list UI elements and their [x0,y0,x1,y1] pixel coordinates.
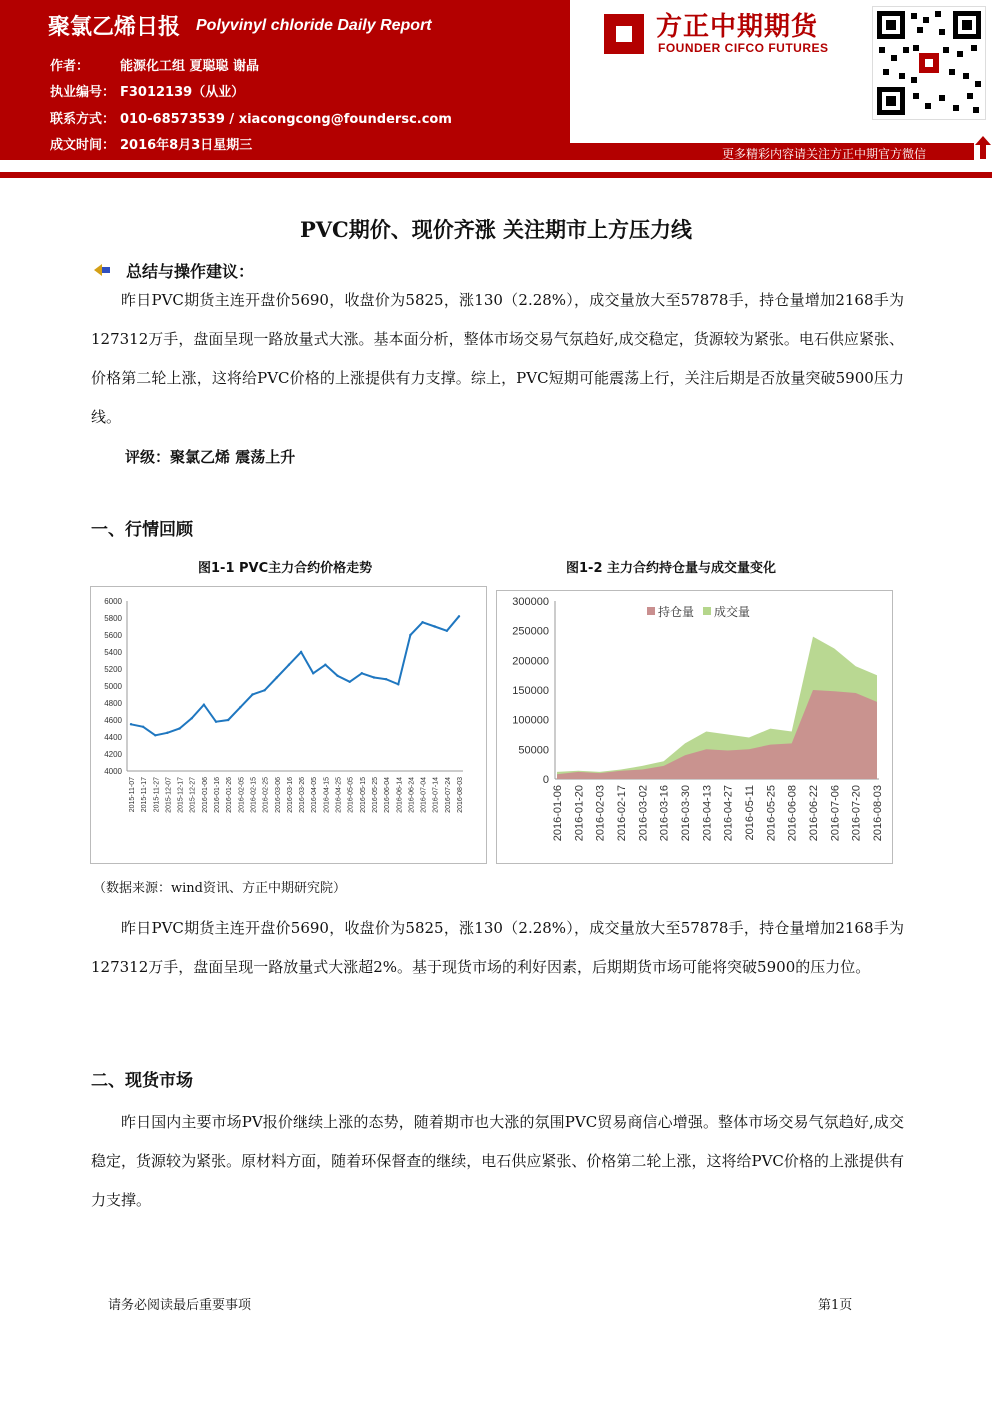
up-arrow-icon [974,134,992,160]
date-row [50,134,252,153]
y-tick-label: 4000 [104,767,122,776]
price-point [312,672,314,674]
price-point [166,732,168,734]
x-tick-label: 2016-01-20 [573,785,586,842]
x-tick-label: 2016-05-25 [765,785,778,842]
author-row [50,55,259,74]
y-tick-label: 4200 [104,750,122,759]
x-tick-label: 2016-01-06 [552,785,564,842]
x-tick-label: 2016-07-04 [420,777,428,813]
x-tick-label: 2016-03-26 [299,777,307,813]
x-tick-label: 2015-12-07 [165,777,173,813]
legend-swatch [647,607,655,615]
chart-oi-volume-svg [497,591,892,863]
section-1-paragraph: 昨日PVC期货主连开盘价5690，收盘价为5825，涨130（2.28%），成交量放大至57878手，持仓量增加2168手为127312万手，盘面呈现一路放量式大涨超2%。基于现货市场的利好因素，后期期货市场可能将突破5900的压力位。 [91,919,904,976]
footer-page-number: 第1页 [818,1298,853,1313]
price-point [409,634,411,636]
price-point [385,678,387,680]
follow-wechat-text: 更多精彩内容请关注方正中期官方微信 [722,147,927,161]
author-value: 能源化工组 夏聪聪 谢晶 [120,59,260,74]
price-point [203,704,205,706]
section-1-title: 一、行情回顾 [91,520,193,540]
company-name-en: FOUNDER CIFCO FUTURES [658,41,829,55]
x-tick-label: 2016-05-05 [347,777,355,813]
y-tick-label: 200000 [512,655,549,668]
y-tick-label: 4600 [104,716,122,725]
y-tick-label: 250000 [512,625,549,638]
x-tick-label: 2015-11-07 [129,777,136,813]
x-tick-label: 2015-11-27 [153,777,161,813]
x-tick-label: 2016-07-14 [432,777,440,813]
header-separator [0,172,992,178]
chart-price-svg [91,587,486,863]
x-tick-label: 2016-05-25 [371,777,379,813]
x-tick-label: 2016-01-26 [226,777,234,813]
y-tick-label: 5800 [104,614,122,623]
y-tick-label: 4800 [104,699,122,708]
x-tick-label: 2016-06-24 [408,777,416,813]
price-point [276,676,278,678]
price-point [239,706,241,708]
price-point [300,651,302,653]
price-point [348,681,350,683]
summary-paragraph: 昨日PVC期货主连开盘价5690，收盘价为5825，涨130（2.28%），成交量放大至57878手，持仓量增加2168手为127312万手，盘面呈现一路放量式大涨。基本面分析，整体市场交易气氛趋好,成交稳定，货源较为紧张。电石供应紧张、价格第二轮上涨，这将给PVC价格的上涨提供有力支撑。综上，PVC短期可能震荡上行，关注后期是否放量突破5900压力线。 [91,291,904,426]
x-tick-label: 2016-08-03 [872,785,884,842]
author-label: 作者： [50,59,90,74]
price-point [130,723,132,725]
report-title-cn: 聚氯乙烯日报 [48,15,181,40]
price-point [191,717,193,719]
x-tick-label: 2016-03-02 [637,785,650,842]
y-tick-label: 50000 [518,744,549,757]
chart-price-trend [90,586,487,864]
x-tick-label: 2016-08-03 [457,777,464,813]
bullet-icon [92,262,112,282]
company-logo-icon [604,14,644,54]
price-point [154,734,156,736]
x-tick-label: 2016-06-08 [786,785,799,842]
y-tick-label: 0 [542,774,549,786]
x-tick-label: 2016-06-14 [396,777,404,813]
x-tick-label: 2016-07-06 [829,785,842,842]
price-point [215,721,217,723]
x-tick-label: 2016-07-20 [850,785,863,842]
price-point [361,672,363,674]
price-point [434,625,436,627]
license-label: 执业编号： [50,85,116,100]
x-tick-label: 2016-02-05 [238,777,246,813]
contact-value: 010-68573539 / xiacongcong@foundersc.com [120,112,452,127]
summary-heading: 总结与操作建议： [126,262,255,281]
y-tick-label: 300000 [512,596,549,608]
price-point [421,621,423,623]
x-tick-label: 2016-04-15 [323,777,331,813]
y-tick-label: 100000 [512,714,549,727]
qr-code-icon [872,6,986,120]
x-tick-label: 2015-11-17 [141,777,149,813]
price-point [446,630,448,632]
x-tick-label: 2016-04-25 [335,777,343,813]
legend-label: 持仓量 [658,605,695,619]
x-tick-label: 2016-04-05 [311,777,319,813]
x-tick-label: 2016-03-16 [658,785,671,842]
contact-label: 联系方式： [50,112,116,127]
x-tick-label: 2016-02-17 [616,785,628,842]
contact-row [50,108,452,127]
x-tick-label: 2016-02-03 [594,785,607,842]
section-2-paragraph: 昨日国内主要市场PV报价继续上涨的态势，随着期市也大涨的氛围PVC贸易商信心增强。整体市场交易气氛趋好,成交稳定，货源较为紧张。原材料方面，随着环保督查的继续，电石供应紧张、价格第二轮上涨，这将给PVC价格的上涨提供有力支撑。 [91,1113,904,1209]
x-tick-label: 2015-12-17 [177,777,185,813]
license-value: F3012139（从业） [120,85,245,100]
x-tick-label: 2016-01-16 [214,777,222,813]
y-tick-label: 5000 [104,682,122,691]
x-tick-label: 2016-02-25 [262,777,270,813]
y-tick-label: 150000 [512,685,549,697]
x-tick-label: 2016-04-13 [701,785,714,842]
x-tick-label: 2016-01-06 [201,777,209,813]
price-point [458,615,460,617]
x-tick-label: 2016-03-16 [286,777,294,813]
report-title-en: Polyvinyl chloride Daily Report [196,17,432,34]
y-tick-label: 5600 [104,631,122,640]
date-label: 成文时间： [50,138,116,153]
price-point [263,689,265,691]
data-source-note: （数据来源：wind资讯、方正中期研究院） [93,881,346,896]
license-row [50,81,244,100]
x-tick-label: 2016-03-30 [680,785,692,842]
price-point [251,693,253,695]
y-tick-label: 5400 [104,648,122,657]
price-point [324,664,326,666]
section-2-title: 二、现货市场 [91,1071,193,1091]
figure-2-caption: 图1-2 主力合约持仓量与成交量变化 [566,561,777,576]
y-tick-label: 5200 [104,665,122,674]
legend-label: 成交量 [714,605,751,619]
price-point [336,675,338,677]
x-tick-label: 2016-06-04 [384,777,392,813]
footer-disclaimer: 请务必阅读最后重要事项 [108,1298,252,1313]
figure-1-caption: 图1-1 PVC主力合约价格走势 [198,561,373,576]
x-tick-label: 2016-05-15 [359,777,367,813]
rating-text: 评级：聚氯乙烯 震荡上升 [125,448,296,466]
price-point [288,664,290,666]
x-tick-label: 2016-05-11 [744,785,756,841]
date-value: 2016年8月3日星期三 [120,138,253,153]
chart-oi-volume [496,590,893,864]
x-tick-label: 2016-07-24 [444,777,452,813]
price-point [178,727,180,729]
company-name-cn: 方正中期期货 [656,12,819,42]
x-tick-label: 2016-06-22 [808,785,820,842]
legend-swatch [703,607,711,615]
y-tick-label: 4400 [104,733,122,742]
y-tick-label: 6000 [104,597,122,606]
x-tick-label: 2016-02-15 [250,777,258,813]
x-tick-label: 2016-03-06 [274,777,282,813]
price-point [142,726,144,728]
x-tick-label: 2015-12-27 [189,777,197,813]
price-point [373,676,375,678]
x-tick-label: 2016-04-27 [722,785,735,842]
page-title: PVC期价、现价齐涨 关注期市上方压力线 [299,217,693,242]
price-point [397,683,399,685]
price-point [227,719,229,721]
